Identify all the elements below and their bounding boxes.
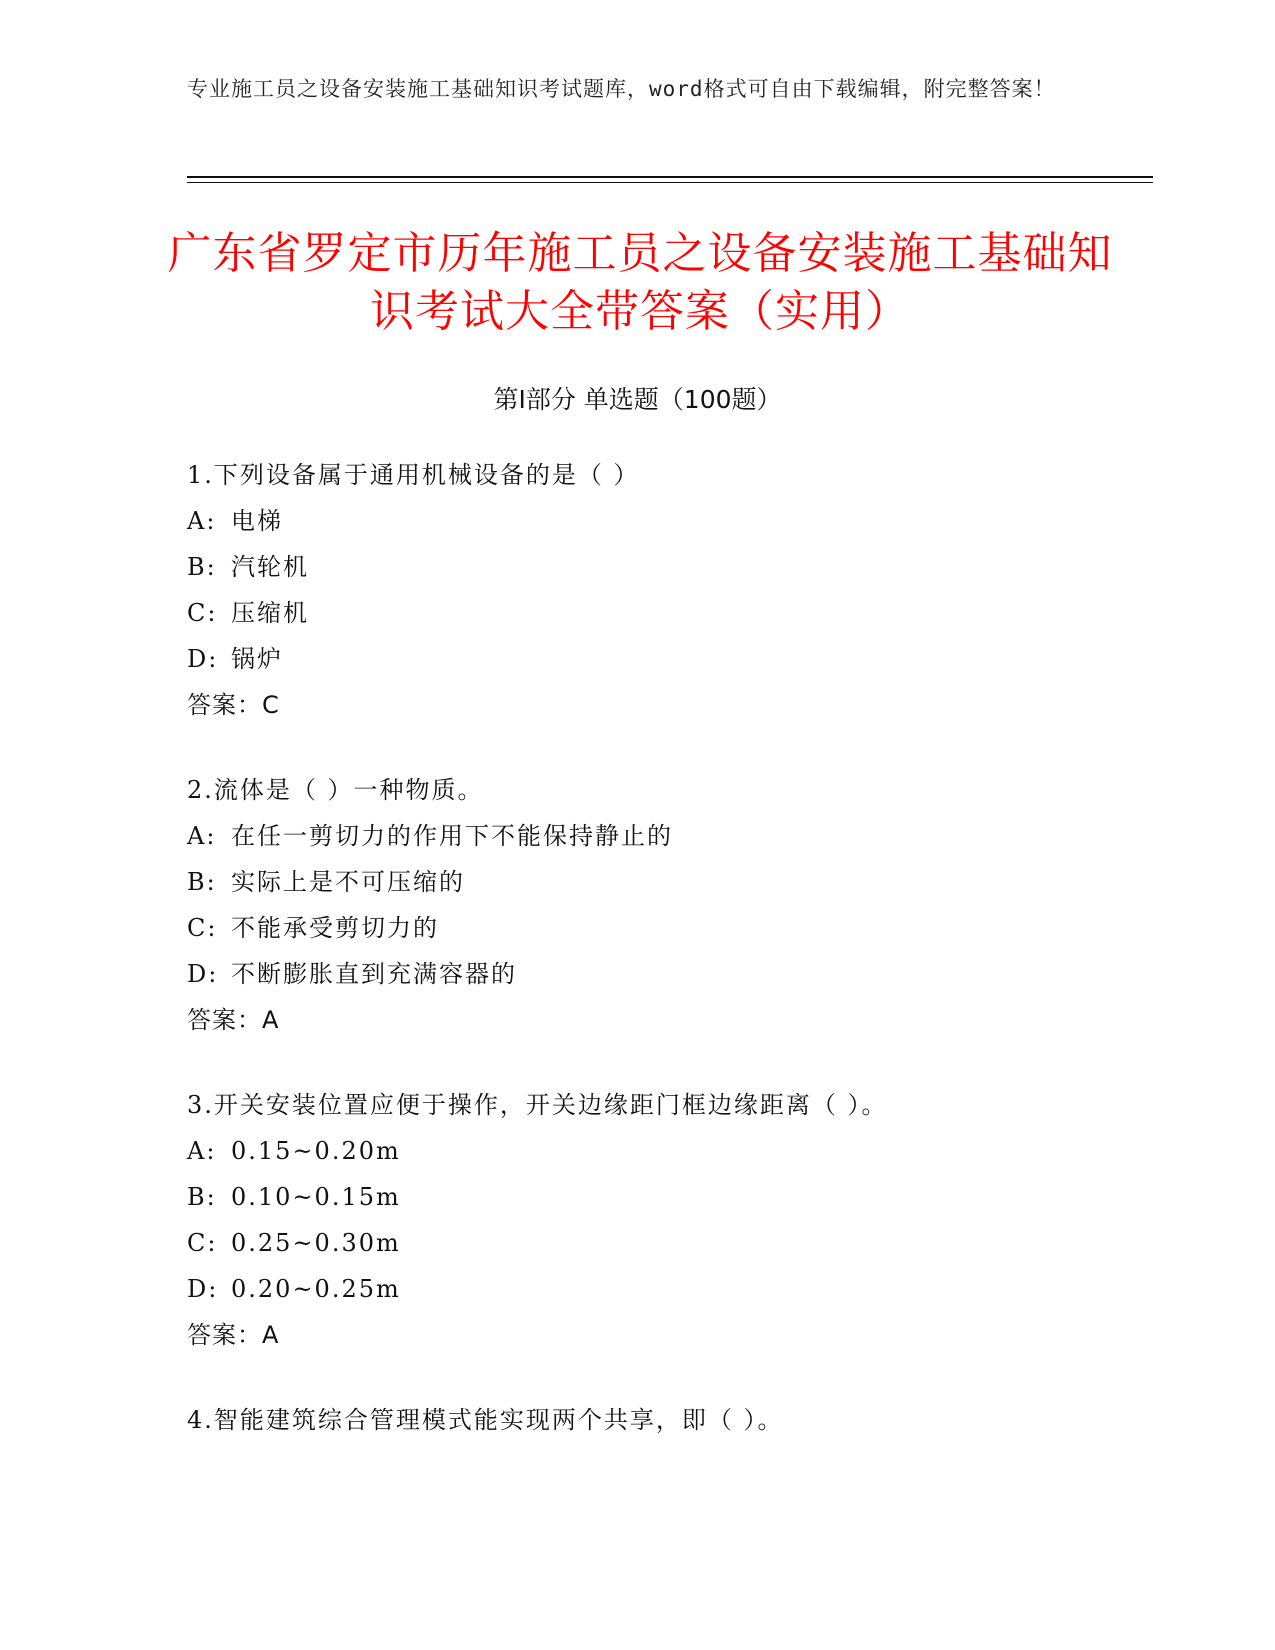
question-stem: 2.流体是（ ）一种物质。 — [187, 776, 484, 804]
option-text: 压缩机 — [231, 599, 309, 627]
option-letter: D: — [187, 645, 219, 673]
option-letter: A: — [187, 822, 217, 850]
question-block — [187, 1397, 1087, 1443]
document-title: 广东省罗定市历年施工员之设备安装施工基础知识考试大全带答案（实用） — [167, 228, 1113, 337]
question-option — [187, 498, 1087, 544]
option-text: 锅炉 — [231, 645, 283, 673]
option-text: 实际上是不可压缩的 — [231, 868, 465, 896]
option-text: 在任一剪切力的作用下不能保持静止的 — [231, 822, 673, 850]
option-letter: D: — [187, 960, 219, 988]
option-letter: C: — [187, 1229, 218, 1257]
option-text: 电梯 — [231, 507, 283, 535]
question-stem: 4.智能建筑综合管理模式能实现两个共享，即（ ）。 — [187, 1406, 784, 1434]
option-text: 汽轮机 — [231, 553, 309, 581]
answer-line: 答案：C — [187, 691, 280, 719]
answer-line: 答案：A — [187, 1006, 280, 1034]
option-letter: D: — [187, 1275, 219, 1303]
question-option — [187, 1174, 1087, 1220]
question-option — [187, 859, 1087, 905]
option-text: 0.25~0.30m — [231, 1229, 401, 1257]
option-letter: A: — [187, 507, 217, 535]
question-option — [187, 951, 1087, 997]
option-text: 0.20~0.25m — [231, 1275, 401, 1303]
option-letter: C: — [187, 599, 218, 627]
question-stem: 3.开关安装位置应便于操作，开关边缘距门框边缘距离（ ）。 — [187, 1091, 888, 1119]
question-option — [187, 590, 1087, 636]
header-divider-thick — [187, 176, 1153, 178]
question-option — [187, 813, 1087, 859]
answer-line: 答案：A — [187, 1321, 280, 1349]
option-letter: B: — [187, 868, 217, 896]
option-letter: B: — [187, 1183, 217, 1211]
question-block — [187, 767, 1087, 1043]
option-text: 0.15~0.20m — [231, 1137, 401, 1165]
question-block — [187, 452, 1087, 728]
question-option — [187, 636, 1087, 682]
header-note: 专业施工员之设备安装施工基础知识考试题库，word格式可自由下载编辑，附完整答案！ — [187, 77, 1056, 101]
option-text: 0.10~0.15m — [231, 1183, 401, 1211]
question-block — [187, 1082, 1087, 1358]
option-letter: B: — [187, 553, 217, 581]
option-text: 不断膨胀直到充满容器的 — [231, 960, 517, 988]
section-heading: 第Ⅰ部分 单选题（100题） — [493, 385, 782, 414]
question-option — [187, 1128, 1087, 1174]
option-letter: A: — [187, 1137, 217, 1165]
option-letter: C: — [187, 914, 218, 942]
option-text: 不能承受剪切力的 — [231, 914, 439, 942]
question-option — [187, 1220, 1087, 1266]
question-option — [187, 544, 1087, 590]
question-option — [187, 1266, 1087, 1312]
question-stem: 1.下列设备属于通用机械设备的是（ ） — [187, 461, 640, 489]
question-option — [187, 905, 1087, 951]
header-divider-thin — [187, 182, 1153, 183]
